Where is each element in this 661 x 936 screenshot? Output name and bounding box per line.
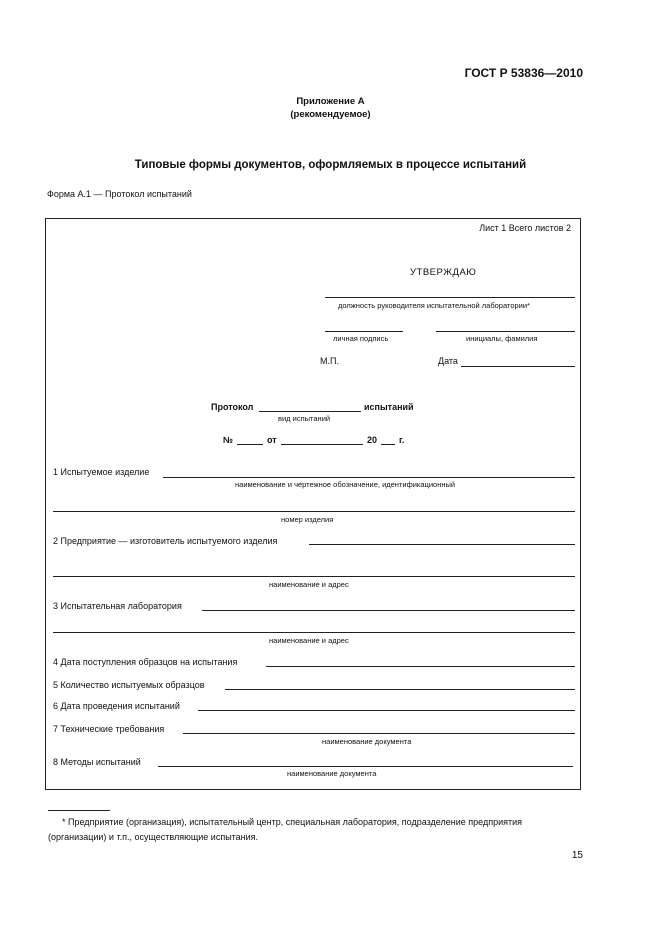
item-2-caption: наименование и адрес <box>269 580 349 589</box>
item-1-caption-2: номер изделия <box>281 515 334 524</box>
footnote-line-1: * Предприятие (организация), испытательный центр, специальная лаборатория, подразделение предприятия <box>62 817 522 827</box>
item-7-label: 7 Технические требования <box>53 724 165 734</box>
from-word: от <box>267 435 277 445</box>
number-sign: № <box>223 435 234 445</box>
item-1-line <box>163 477 575 478</box>
protocol-word: Протокол <box>211 402 254 412</box>
item-1-label: 1 Испытуемое изделие <box>53 467 150 477</box>
position-caption: должность руководителя испытательной лаборатории* <box>338 301 530 310</box>
item-8-caption: наименование документа <box>287 769 377 778</box>
year-suffix: г. <box>399 435 405 445</box>
stamp-label: М.П. <box>320 356 339 366</box>
initials-line <box>436 331 575 332</box>
item-3-line-2 <box>53 632 575 633</box>
protocol-date-line <box>281 444 363 445</box>
test-type-line <box>259 411 361 412</box>
year-line <box>381 444 395 445</box>
item-7-caption: наименование документа <box>322 737 412 746</box>
item-1-line-2 <box>53 511 575 512</box>
sheet-count: Лист 1 Всего листов 2 <box>479 223 571 233</box>
item-3-label: 3 Испытательная лаборатория <box>53 601 182 611</box>
date-line <box>461 366 575 367</box>
signature-line <box>325 331 403 332</box>
standard-number: ГОСТ Р 53836—2010 <box>464 66 583 80</box>
footnote-line-2: (организации) и т.п., осуществляющие испытания. <box>48 832 259 842</box>
item-5-line <box>225 689 575 690</box>
item-5-label: 5 Количество испытуемых образцов <box>53 680 205 690</box>
item-8-line <box>158 766 573 767</box>
initials-caption: инициалы, фамилия <box>466 334 538 343</box>
item-4-line <box>266 666 575 667</box>
approve-heading: УТВЕРЖДАЮ <box>410 267 477 278</box>
item-2-label: 2 Предприятие — изготовитель испытуемого изделия <box>53 536 278 546</box>
item-3-line <box>202 610 575 611</box>
form-label: Форма А.1 — Протокол испытаний <box>47 189 192 199</box>
item-8-label: 8 Методы испытаний <box>53 757 141 767</box>
item-2-line <box>309 544 575 545</box>
item-6-line <box>198 710 575 711</box>
position-line <box>325 297 575 298</box>
item-6-label: 6 Дата проведения испытаний <box>53 701 180 711</box>
year-prefix: 20 <box>367 435 378 445</box>
tests-word: испытаний <box>364 402 414 412</box>
appendix-status: (рекомендуемое) <box>290 109 371 120</box>
item-2-line-2 <box>53 576 575 577</box>
footnote-rule <box>48 810 110 811</box>
section-title: Типовые формы документов, оформляемых в процессе испытаний <box>134 159 527 171</box>
item-3-caption: наименование и адрес <box>269 636 349 645</box>
test-type-caption: вид испытаний <box>278 414 331 423</box>
item-7-line <box>183 733 575 734</box>
item-1-caption: наименование и чертежное обозначение, идентификационный <box>235 480 456 489</box>
number-line <box>237 444 263 445</box>
appendix-title: Приложение А <box>296 96 365 107</box>
item-4-label: 4 Дата поступления образцов на испытания <box>53 657 238 667</box>
date-label: Дата <box>438 356 458 366</box>
page-number: 15 <box>571 850 583 861</box>
signature-caption: личная подпись <box>333 334 389 343</box>
